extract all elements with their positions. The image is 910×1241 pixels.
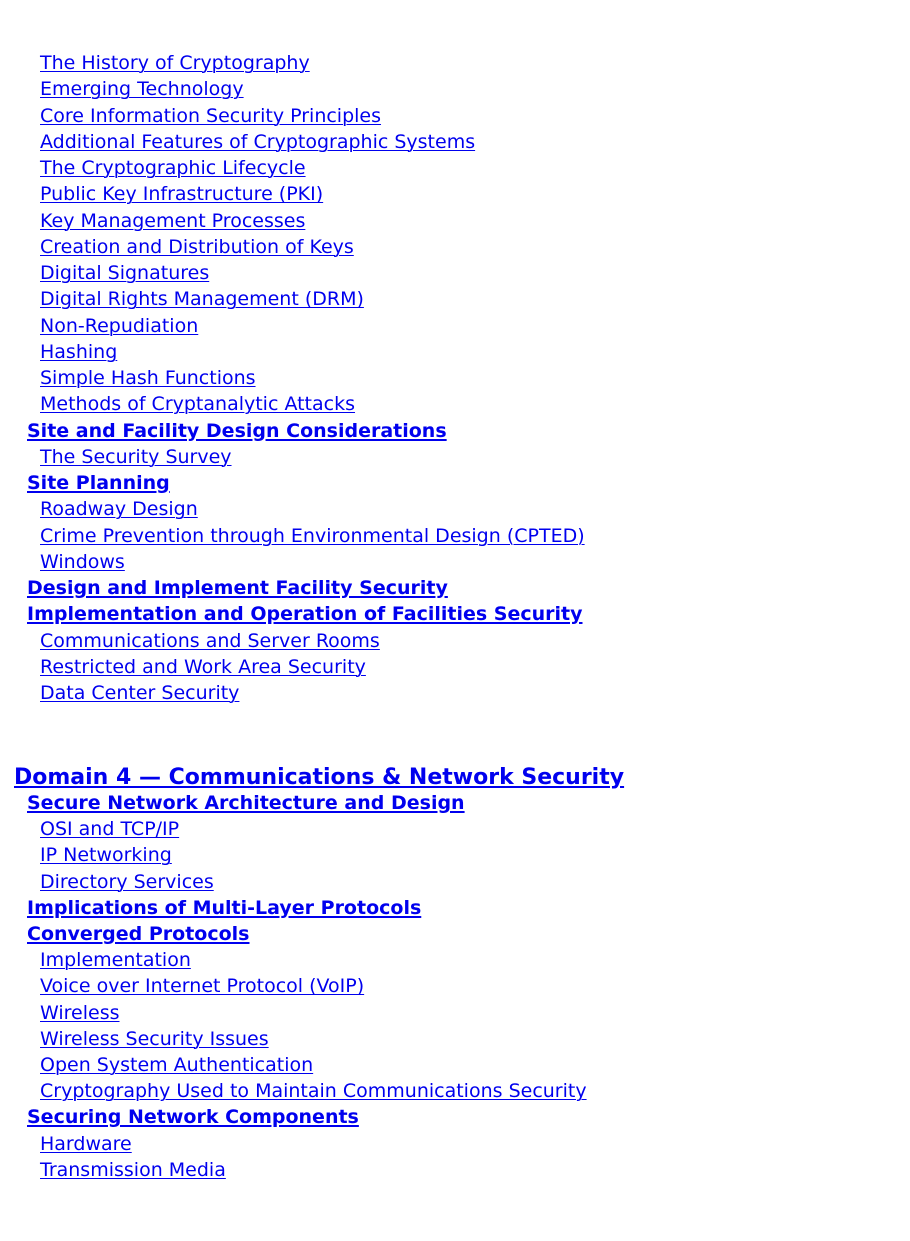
toc-subsection-link[interactable]: Emerging Technology bbox=[40, 78, 244, 101]
toc-entry-wireless-security-issues bbox=[0, 1026, 269, 1052]
toc-entry-cryptography-used-to-maintain-communications-security bbox=[0, 1078, 587, 1104]
toc-entry-hardware bbox=[0, 1131, 132, 1157]
toc-subsection-link[interactable]: Hardware bbox=[40, 1132, 132, 1155]
toc-section-link[interactable]: Design and Implement Facility Security bbox=[27, 577, 448, 599]
toc-subsection-link[interactable]: Methods of Cryptanalytic Attacks bbox=[40, 393, 356, 416]
toc-subsection-link[interactable]: Open System Authentication bbox=[40, 1054, 314, 1076]
toc-subsection-link[interactable]: Digital Signatures bbox=[40, 262, 210, 284]
toc-entry-key-management-processes bbox=[0, 208, 305, 234]
toc-subsection-link[interactable]: Additional Features of Cryptographic Systems bbox=[40, 130, 476, 153]
toc-entry-open-system-authentication bbox=[0, 1052, 313, 1078]
toc-entry-non-repudiation bbox=[0, 313, 198, 339]
toc-subsection-link[interactable]: Digital Rights Management (DRM) bbox=[40, 288, 364, 311]
toc-entry-converged-protocols bbox=[0, 921, 250, 947]
toc-entry-site-and-facility-design-considerations bbox=[0, 418, 447, 444]
toc-entry-wireless bbox=[0, 1000, 120, 1026]
toc-subsection-link[interactable]: Windows bbox=[40, 550, 125, 573]
toc-subsection-link[interactable]: Implementation bbox=[40, 949, 191, 972]
toc-section-link[interactable]: Securing Network Components bbox=[27, 1106, 359, 1129]
toc-entry-osi-and-tcp-ip bbox=[0, 816, 179, 842]
toc-domain-link[interactable]: Domain 4 — Communications & Network Security bbox=[14, 765, 625, 790]
toc-entry-simple-hash-functions bbox=[0, 365, 256, 391]
toc-entry-emerging-technology bbox=[0, 76, 244, 102]
toc-subsection-link[interactable]: Cryptography Used to Maintain Communications Security bbox=[40, 1080, 587, 1103]
toc-subsection-link[interactable]: OSI and TCP/IP bbox=[40, 818, 180, 841]
toc-entry-secure-network-architecture-and-design bbox=[0, 790, 465, 816]
toc-subsection-link[interactable]: Roadway Design bbox=[40, 498, 198, 521]
toc-subsection-link[interactable]: Core Information Security Principles bbox=[40, 104, 382, 127]
toc-subsection-link[interactable]: Voice over Internet Protocol (VoIP) bbox=[40, 975, 365, 998]
toc-entry-creation-and-distribution-of-keys bbox=[0, 234, 354, 260]
toc-section-link[interactable]: Converged Protocols bbox=[27, 923, 250, 945]
toc-section-link[interactable]: Site Planning bbox=[27, 472, 170, 494]
toc-subsection-link[interactable]: Hashing bbox=[40, 340, 118, 363]
toc-subsection-link[interactable]: Creation and Distribution of Keys bbox=[40, 235, 354, 258]
toc-entry-securing-network-components bbox=[0, 1104, 359, 1130]
toc-entry-data-center-security bbox=[0, 680, 239, 706]
toc-section-link[interactable]: Site and Facility Design Considerations bbox=[27, 419, 447, 442]
toc-entry-hashing bbox=[0, 339, 117, 365]
toc-entry-crime-prevention-through-environmental-design-cpted bbox=[0, 523, 585, 549]
toc-subsection-link[interactable]: Crime Prevention through Environmental Design (CPTED) bbox=[40, 524, 585, 547]
toc-subsection-link[interactable]: Transmission Media bbox=[40, 1158, 226, 1181]
toc-entry-roadway-design bbox=[0, 496, 198, 522]
toc-section-link[interactable]: Implementation and Operation of Facilities Security bbox=[27, 603, 583, 626]
toc-entry-implications-of-multi-layer-protocols bbox=[0, 895, 421, 921]
toc-entry-implementation-and-operation-of-facilities-security bbox=[0, 601, 583, 627]
toc-entry-directory-services bbox=[0, 869, 214, 895]
toc-subsection-link[interactable]: The History of Cryptography bbox=[40, 52, 310, 74]
toc-entry-additional-features-of-cryptographic-systems bbox=[0, 129, 475, 155]
toc-entry-voice-over-internet-protocol-voip bbox=[0, 973, 364, 999]
toc-entry-design-and-implement-facility-security bbox=[0, 575, 448, 601]
toc-entry-site-planning bbox=[0, 470, 170, 496]
toc-subsection-link[interactable]: The Cryptographic Lifecycle bbox=[40, 157, 306, 179]
toc-subsection-link[interactable]: Data Center Security bbox=[40, 682, 240, 704]
toc-subsection-link[interactable]: Wireless bbox=[40, 1001, 120, 1024]
toc-subsection-link[interactable]: IP Networking bbox=[40, 844, 172, 867]
toc-entry-public-key-infrastructure-pki bbox=[0, 181, 323, 207]
domain-heading bbox=[0, 763, 624, 793]
toc-entry-restricted-and-work-area-security bbox=[0, 654, 366, 680]
toc-subsection-link[interactable]: Wireless Security Issues bbox=[40, 1027, 269, 1050]
toc-subsection-link[interactable]: Public Key Infrastructure (PKI) bbox=[40, 183, 324, 206]
toc-entry-digital-signatures bbox=[0, 260, 209, 286]
toc-entry-ip-networking bbox=[0, 842, 172, 868]
toc-entry-the-cryptographic-lifecycle bbox=[0, 155, 306, 181]
toc-entry-windows bbox=[0, 549, 125, 575]
toc-entry-the-history-of-cryptography bbox=[0, 50, 310, 76]
toc-section-link[interactable]: Secure Network Architecture and Design bbox=[27, 792, 465, 814]
toc-section-link[interactable]: Implications of Multi-Layer Protocols bbox=[27, 896, 422, 919]
toc-entry-implementation bbox=[0, 947, 191, 973]
toc-entry-transmission-media bbox=[0, 1157, 226, 1183]
toc-entry-methods-of-cryptanalytic-attacks bbox=[0, 391, 355, 417]
toc-entry-the-security-survey bbox=[0, 444, 232, 470]
toc-subsection-link[interactable]: Non-Repudiation bbox=[40, 314, 199, 337]
toc-entry-digital-rights-management-drm bbox=[0, 286, 364, 312]
toc-subsection-link[interactable]: Simple Hash Functions bbox=[40, 367, 256, 389]
toc-subsection-link[interactable]: Key Management Processes bbox=[40, 209, 306, 232]
toc-subsection-link[interactable]: Communications and Server Rooms bbox=[40, 629, 380, 652]
toc-entry-communications-and-server-rooms bbox=[0, 628, 380, 654]
toc-subsection-link[interactable]: Restricted and Work Area Security bbox=[40, 655, 366, 678]
toc-subsection-link[interactable]: Directory Services bbox=[40, 870, 214, 893]
toc-entry-core-information-security-principles bbox=[0, 103, 381, 129]
toc-subsection-link[interactable]: The Security Survey bbox=[40, 445, 232, 468]
